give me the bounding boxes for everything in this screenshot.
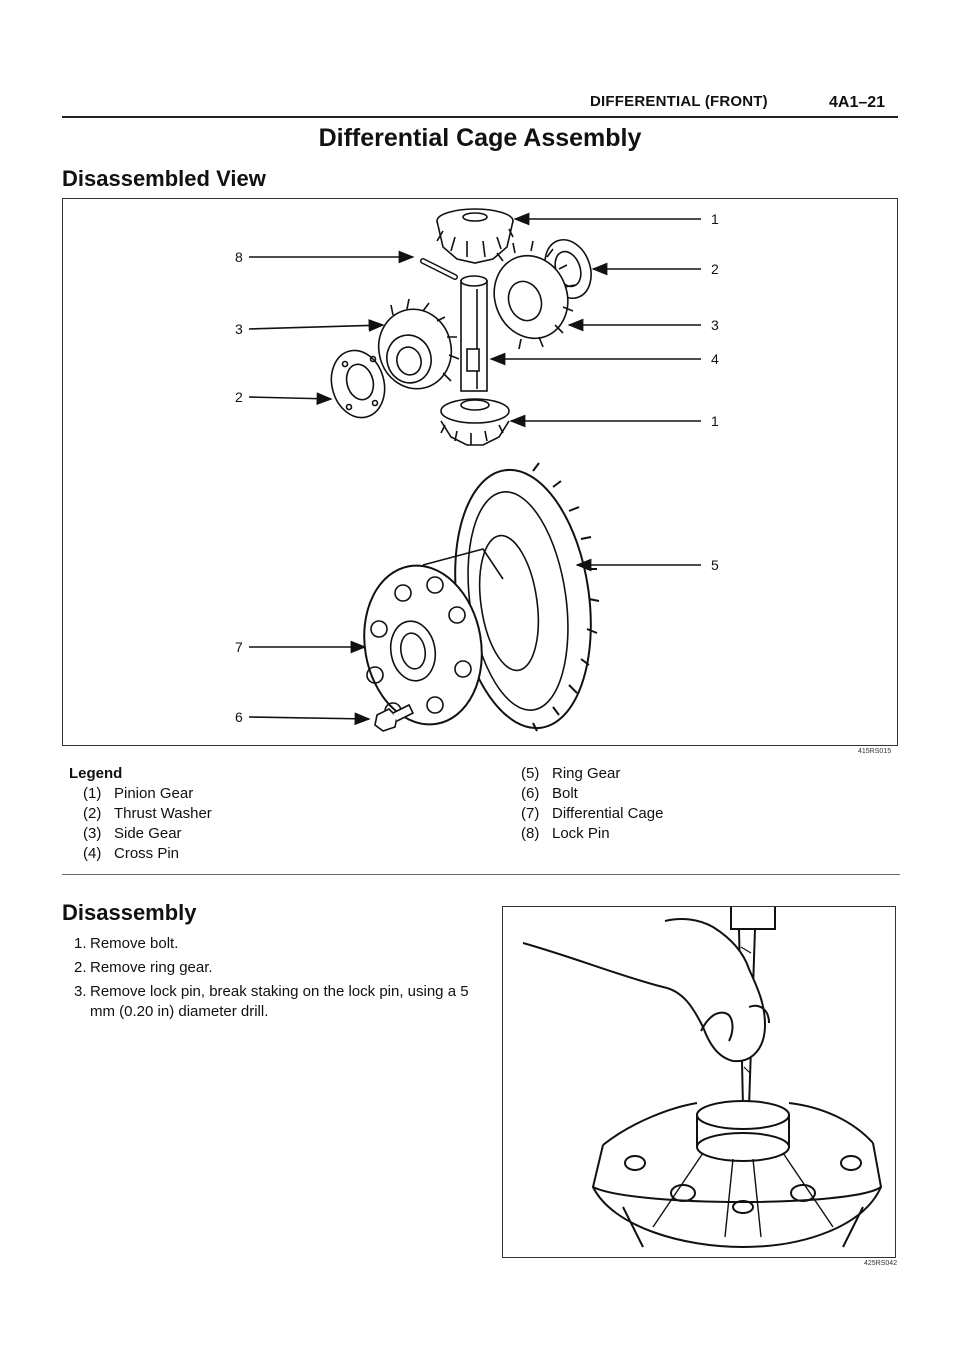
leader-line-2-left [249, 397, 331, 399]
header-rule [62, 116, 898, 118]
legend-item-number: (6) [521, 785, 540, 802]
legend-item-label: Side Gear [114, 825, 182, 842]
callout-2-left: 2 [235, 389, 243, 405]
procedure-step [74, 958, 474, 978]
callout-5: 5 [711, 557, 719, 573]
page-title: Differential Cage Assembly [318, 124, 642, 152]
legend-item-number: (7) [521, 805, 540, 822]
legend-item-label: Cross Pin [114, 845, 180, 862]
callout-3-left: 3 [235, 321, 243, 337]
exploded-view-drawing [63, 199, 897, 745]
section-divider [62, 874, 900, 875]
legend-heading: Legend [69, 765, 123, 782]
leader-line-3-left [249, 325, 383, 329]
step-number: 2. [74, 959, 87, 976]
page-number: 4A1–21 [829, 94, 886, 111]
figure-code: 415RS015 [858, 748, 892, 755]
callout-3-right: 3 [711, 317, 719, 333]
legend-item-number: (1) [83, 785, 102, 802]
drilling-lock-pin-drawing [503, 907, 895, 1257]
callout-4: 4 [711, 351, 719, 367]
leader-line-6 [249, 717, 369, 719]
callout-1-top: 1 [711, 211, 719, 227]
callout-8: 8 [235, 249, 243, 265]
legend-item-number: (3) [83, 825, 102, 842]
callout-1-bottom: 1 [711, 413, 719, 429]
legend-item-number: (4) [83, 845, 102, 862]
exploded-view-figure [62, 198, 898, 746]
step-text: Remove ring gear. [90, 959, 213, 976]
legend-item-label: Ring Gear [552, 765, 621, 782]
legend-item-label: Lock Pin [552, 825, 610, 842]
drilling-lock-pin-figure [502, 906, 896, 1258]
legend-item-label: Bolt [552, 785, 578, 802]
procedure-step [74, 982, 474, 1022]
callout-2-right: 2 [711, 261, 719, 277]
legend-item-number: (2) [83, 805, 102, 822]
step-text: Remove bolt. [90, 935, 179, 952]
running-header-section: DIFFERENTIAL (FRONT) [590, 93, 768, 110]
section-heading-disassembled-view: Disassembled View [62, 166, 266, 191]
step-number: 3. [74, 983, 87, 1000]
pinion-gear-bottom-drawing [441, 399, 509, 445]
cross-pin-drawing [461, 276, 487, 391]
legend-item-number: (8) [521, 825, 540, 842]
legend-item-number: (5) [521, 765, 540, 782]
lock-pin-drawing [423, 261, 455, 277]
drill-chuck-drawing [731, 907, 775, 929]
pinion-gear-top-drawing [437, 209, 513, 263]
step-number: 1. [74, 935, 87, 952]
procedure-step [74, 934, 474, 954]
legend-item-label: Differential Cage [552, 805, 664, 822]
section-heading-disassembly: Disassembly [62, 900, 197, 925]
callout-7: 7 [235, 639, 243, 655]
callout-6: 6 [235, 709, 243, 725]
step-text: Remove lock pin, break staking on the lock pin, using a 5 mm (0.20 in) diameter drill. [90, 983, 469, 1020]
differential-cage-housing-drawing [593, 1101, 881, 1247]
figure-code: 425RS042 [864, 1260, 898, 1267]
legend-item-label: Thrust Washer [114, 805, 212, 822]
legend-item-label: Pinion Gear [114, 785, 194, 802]
